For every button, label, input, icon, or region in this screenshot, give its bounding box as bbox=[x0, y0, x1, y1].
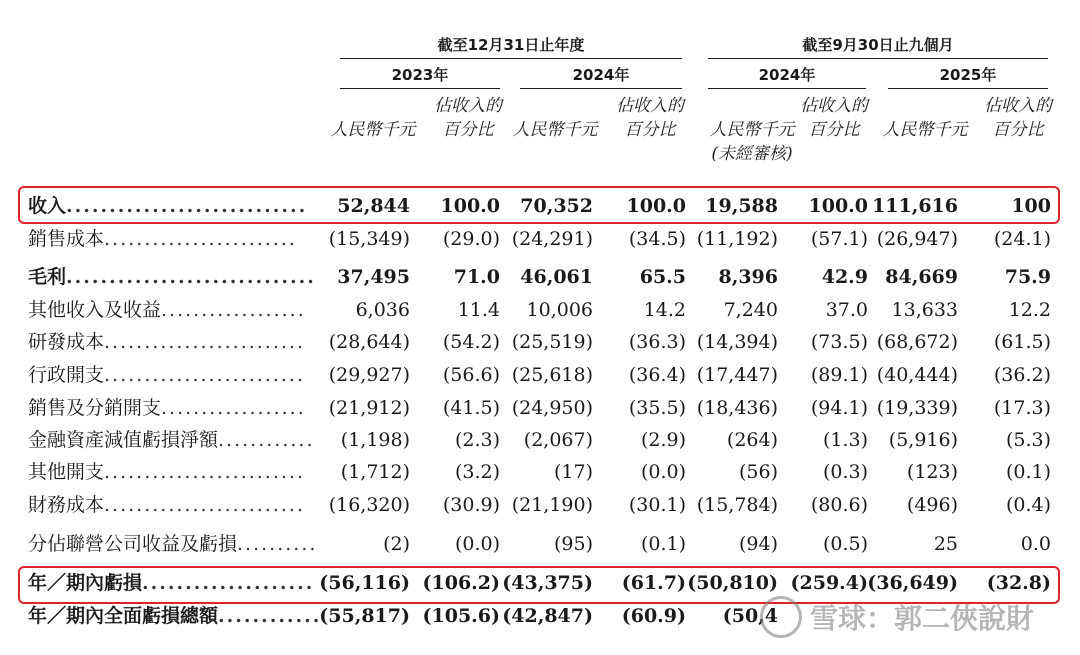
row-leader-dots: .................... bbox=[142, 572, 315, 594]
cell-value: 100.0 bbox=[626, 195, 686, 217]
cell-value: 7,240 bbox=[723, 299, 778, 321]
cell-value: (26,947) bbox=[876, 228, 958, 250]
header-group-nine-months: 截至9月30日止九個月 bbox=[802, 36, 954, 54]
cell-value: (30.9) bbox=[442, 494, 500, 516]
cell-value: (5.3) bbox=[1005, 429, 1051, 451]
year-header-2023: 2023年 bbox=[391, 66, 449, 84]
cell-value: (24.1) bbox=[993, 228, 1051, 250]
cell-value: (1,198) bbox=[340, 429, 410, 451]
cell-value: (57.1) bbox=[810, 228, 868, 250]
header-rule-fiscal-year bbox=[340, 58, 682, 59]
cell-value: (14,394) bbox=[696, 331, 778, 353]
cell-value: (94) bbox=[738, 533, 778, 555]
row-label-text: 研發成本 bbox=[28, 331, 105, 353]
row-leader-dots: ............ bbox=[218, 429, 315, 451]
cell-value: 14.2 bbox=[643, 299, 686, 321]
cell-value: (259.4) bbox=[790, 572, 868, 594]
col-amount-2025-9m: 人民幣千元 bbox=[882, 120, 968, 140]
col-pct-2024 bbox=[612, 94, 688, 142]
snowball-logo-icon bbox=[760, 596, 802, 638]
cell-value: (16,320) bbox=[328, 494, 410, 516]
year-rule-2025-9m bbox=[888, 88, 1048, 89]
cell-value: (42,847) bbox=[502, 605, 593, 627]
cell-value: 70,352 bbox=[520, 195, 593, 217]
cell-value: (95) bbox=[553, 533, 593, 555]
cell-value: (5,916) bbox=[888, 429, 958, 451]
cell-value: 6,036 bbox=[355, 299, 410, 321]
cell-value: (2.9) bbox=[640, 429, 686, 451]
row-label bbox=[28, 393, 306, 423]
cell-value: 100.0 bbox=[440, 195, 500, 217]
row-leader-dots: ............................ bbox=[66, 195, 308, 217]
row-leader-dots: ......................... bbox=[104, 494, 306, 516]
cell-value: (17) bbox=[553, 461, 593, 483]
cell-value: 46,061 bbox=[520, 266, 593, 288]
row-leader-dots: ......................... bbox=[104, 364, 306, 386]
header-group-fiscal-year: 截至12月31日止年度 bbox=[437, 36, 585, 54]
cell-value: (28,644) bbox=[328, 331, 410, 353]
cell-value: (0.0) bbox=[454, 533, 500, 555]
cell-value: 37,495 bbox=[337, 266, 410, 288]
cell-value: 71.0 bbox=[453, 266, 500, 288]
cell-value: (34.5) bbox=[628, 228, 686, 250]
cell-value: (36.4) bbox=[628, 364, 686, 386]
cell-value: (56) bbox=[738, 461, 778, 483]
cell-value: (36.2) bbox=[993, 364, 1051, 386]
row-label-text: 收入 bbox=[28, 195, 67, 217]
cell-value: (1.3) bbox=[822, 429, 868, 451]
cell-value: (106.2) bbox=[422, 572, 500, 594]
cell-value: (30.1) bbox=[628, 494, 686, 516]
row-label-text: 分佔聯營公司收益及虧損 bbox=[28, 533, 238, 555]
row-leader-dots: ........................ bbox=[104, 228, 297, 250]
cell-value: (41.5) bbox=[442, 397, 500, 419]
col-pct-2024-9m bbox=[796, 94, 872, 142]
row-label-text: 銷售及分銷開支 bbox=[28, 397, 162, 419]
cell-value: 13,633 bbox=[891, 299, 958, 321]
col-pct-line2: 百分比 bbox=[992, 120, 1044, 140]
cell-value: (50,810) bbox=[687, 572, 778, 594]
row-label bbox=[28, 327, 305, 357]
cell-value: (2.3) bbox=[454, 429, 500, 451]
cell-value: (17,447) bbox=[696, 364, 778, 386]
cell-value: (55,817) bbox=[319, 605, 410, 627]
cell-value: (19,339) bbox=[876, 397, 958, 419]
cell-value: (36,649) bbox=[867, 572, 958, 594]
col-unaudited-label: (未經審核) bbox=[711, 144, 793, 164]
cell-value: 0.0 bbox=[1020, 533, 1051, 555]
row-leader-dots: ............ bbox=[218, 605, 322, 627]
row-label bbox=[28, 360, 305, 390]
row-label bbox=[28, 191, 307, 221]
cell-value: (11,192) bbox=[696, 228, 778, 250]
row-label-text: 年／期內虧損 bbox=[28, 572, 143, 594]
cell-value: (105.6) bbox=[422, 605, 500, 627]
year-header-2025-9m: 2025年 bbox=[939, 66, 997, 84]
col-pct-line1: 佔收入的 bbox=[434, 96, 502, 116]
cell-value: (80.6) bbox=[810, 494, 868, 516]
cell-value: (43,375) bbox=[502, 572, 593, 594]
row-label-text: 年／期內全面虧損總額 bbox=[28, 605, 219, 627]
cell-value: (61.5) bbox=[993, 331, 1051, 353]
cell-value: 8,396 bbox=[718, 266, 778, 288]
row-label bbox=[28, 295, 306, 325]
cell-value: (0.0) bbox=[640, 461, 686, 483]
row-label-text: 其他開支 bbox=[28, 461, 105, 483]
cell-value: (15,784) bbox=[696, 494, 778, 516]
row-label bbox=[28, 490, 305, 520]
cell-value: 65.5 bbox=[639, 266, 686, 288]
col-amount-2023: 人民幣千元 bbox=[330, 120, 416, 140]
cell-value: (94.1) bbox=[810, 397, 868, 419]
cell-value: (32.8) bbox=[986, 572, 1051, 594]
cell-value: (2) bbox=[383, 533, 410, 555]
cell-value: (24,950) bbox=[511, 397, 593, 419]
cell-value: (89.1) bbox=[810, 364, 868, 386]
cell-value: (3.2) bbox=[454, 461, 500, 483]
row-label bbox=[28, 601, 321, 631]
row-leader-dots: ............................. bbox=[66, 266, 316, 288]
cell-value: (0.4) bbox=[1005, 494, 1051, 516]
cell-value: 100 bbox=[1011, 195, 1051, 217]
row-label bbox=[28, 568, 314, 598]
row-label-text: 金融資產減值虧損淨額 bbox=[28, 429, 219, 451]
cell-value: 19,588 bbox=[705, 195, 778, 217]
row-label bbox=[28, 224, 297, 254]
cell-value: (496) bbox=[906, 494, 958, 516]
cell-value: (17.3) bbox=[993, 397, 1051, 419]
row-label bbox=[28, 457, 305, 487]
row-leader-dots: .................. bbox=[161, 299, 306, 321]
cell-value: (25,519) bbox=[511, 331, 593, 353]
cell-value: (264) bbox=[726, 429, 778, 451]
year-header-2024-9m: 2024年 bbox=[758, 66, 816, 84]
cell-value: (54.2) bbox=[442, 331, 500, 353]
row-leader-dots: .......... bbox=[237, 533, 318, 555]
cell-value: 52,844 bbox=[337, 195, 410, 217]
cell-value: 75.9 bbox=[1004, 266, 1051, 288]
cell-value: (21,912) bbox=[328, 397, 410, 419]
cell-value: (0.3) bbox=[822, 461, 868, 483]
year-rule-2024-9m bbox=[708, 88, 866, 89]
cell-value: (50,4 bbox=[722, 605, 778, 627]
col-pct-line2: 百分比 bbox=[808, 120, 860, 140]
cell-value: (29,927) bbox=[328, 364, 410, 386]
cell-value: (35.5) bbox=[628, 397, 686, 419]
cell-value: 11.4 bbox=[457, 299, 500, 321]
col-pct-line1: 佔收入的 bbox=[616, 96, 684, 116]
cell-value: (0.1) bbox=[1005, 461, 1051, 483]
row-leader-dots: .................. bbox=[161, 397, 306, 419]
cell-value: (56.6) bbox=[442, 364, 500, 386]
row-label-text: 其他收入及收益 bbox=[28, 299, 162, 321]
row-label bbox=[28, 262, 316, 292]
cell-value: (61.7) bbox=[621, 572, 686, 594]
col-pct-line1: 佔收入的 bbox=[984, 96, 1052, 116]
cell-value: (36.3) bbox=[628, 331, 686, 353]
row-label-text: 行政開支 bbox=[28, 364, 105, 386]
cell-value: (0.5) bbox=[822, 533, 868, 555]
col-pct-line2: 百分比 bbox=[442, 120, 494, 140]
cell-value: (29.0) bbox=[442, 228, 500, 250]
cell-value: 100.0 bbox=[808, 195, 868, 217]
cell-value: 37.0 bbox=[825, 299, 868, 321]
row-leader-dots: ......................... bbox=[104, 331, 306, 353]
header-rule-nine-months bbox=[708, 58, 1048, 59]
cell-value: (123) bbox=[906, 461, 958, 483]
col-pct-line2: 百分比 bbox=[624, 120, 676, 140]
cell-value: 84,669 bbox=[885, 266, 958, 288]
col-pct-2023 bbox=[430, 94, 506, 142]
row-label-text: 財務成本 bbox=[28, 494, 105, 516]
row-label-text: 銷售成本 bbox=[28, 228, 105, 250]
cell-value: 111,616 bbox=[872, 195, 958, 217]
cell-value: (24,291) bbox=[511, 228, 593, 250]
col-amount-label: 人民幣千元 bbox=[709, 120, 795, 140]
col-pct-2025-9m bbox=[980, 94, 1056, 142]
cell-value: (0.1) bbox=[640, 533, 686, 555]
col-amount-2024-9m bbox=[696, 118, 808, 166]
watermark bbox=[760, 596, 1034, 638]
col-pct-line1: 佔收入的 bbox=[800, 96, 868, 116]
cell-value: 12.2 bbox=[1008, 299, 1051, 321]
cell-value: (15,349) bbox=[328, 228, 410, 250]
cell-value: (40,444) bbox=[876, 364, 958, 386]
cell-value: 42.9 bbox=[821, 266, 868, 288]
cell-value: 10,006 bbox=[526, 299, 593, 321]
cell-value: (1,712) bbox=[340, 461, 410, 483]
cell-value: (73.5) bbox=[810, 331, 868, 353]
year-header-2024: 2024年 bbox=[572, 66, 630, 84]
cell-value: (25,618) bbox=[511, 364, 593, 386]
row-label bbox=[28, 425, 315, 455]
row-leader-dots: ......................... bbox=[104, 461, 306, 483]
cell-value: (60.9) bbox=[621, 605, 686, 627]
col-amount-2024: 人民幣千元 bbox=[512, 120, 598, 140]
year-rule-2024 bbox=[520, 88, 682, 89]
row-label bbox=[28, 529, 317, 559]
cell-value: (56,116) bbox=[319, 572, 410, 594]
cell-value: (21,190) bbox=[511, 494, 593, 516]
year-rule-2023 bbox=[340, 88, 500, 89]
watermark-text: 雪球：郭二俠說財 bbox=[810, 602, 1035, 635]
cell-value: 25 bbox=[933, 533, 958, 555]
cell-value: (18,436) bbox=[696, 397, 778, 419]
row-label-text: 毛利 bbox=[28, 266, 67, 288]
cell-value: (68,672) bbox=[876, 331, 958, 353]
cell-value: (2,067) bbox=[523, 429, 593, 451]
